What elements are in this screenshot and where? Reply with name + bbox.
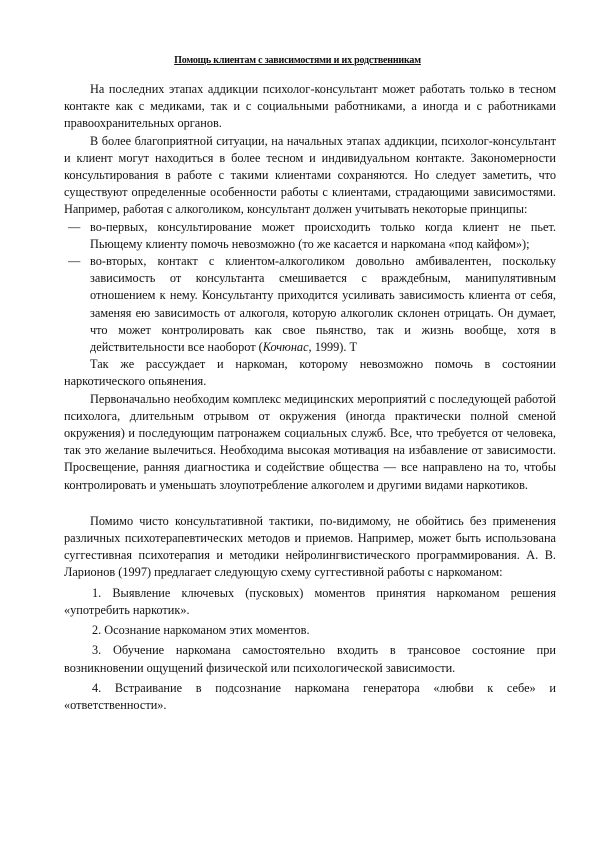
citation-year: 1999). Т — [311, 340, 358, 355]
principles-list — [64, 219, 556, 357]
list-item — [68, 219, 556, 253]
scheme-step: 2. Осознание наркоманом этих моментов. — [92, 623, 310, 638]
scheme-step: 4. Встраивание в подсознание наркомана генератора «любви к себе» и «ответственности». — [64, 680, 556, 712]
paragraph: Так же рассуждает и наркоман, которому невозможно помочь в состоянии наркотического опьянения. — [64, 357, 556, 389]
dash-marker: — — [68, 254, 81, 269]
paragraph: На последних этапах аддикции психолог-консультант может работать только в тесном контакте как с медиками, так и с социальными работниками, а иногда и с работниками правоохранительных органов. — [64, 82, 556, 131]
paragraph: Помимо чисто консультативной тактики, по-видимому, не обойтись без применения различных психотерапевтических методов и приемов. Например, может быть использована суггестивная психотерапия и методики нейролингвистического программирования. А. В. Ларионов (1997) предлагает следующую схему суггестивной работы с наркоманом: — [64, 513, 556, 580]
scheme-step: 1. Выявление ключевых (пусковых) моментов принятия наркоманом решения «употребить наркотик». — [64, 585, 556, 617]
dash-marker: — — [68, 219, 81, 234]
paragraph: Первоначально необходим комплекс медицинских мероприятий с последующей работой психолога, длительным отрывом от окружения (иногда практически полной сменой окружения) и последующим патронажем социальных служб. Все, что требуется от человека, так это желание вылечиться. Необходима высокая мотивация на избавление от зависимости. Просвещение, ранняя диагностика и содействие общества — все направлено на то, чтобы контролировать и уменьшать злоупотребление алкоголем и другими видами наркотиков. — [64, 391, 556, 492]
citation-author: Кочюнас, — [262, 340, 312, 355]
list-item-text: во-первых, консультирование может происходить только когда клиент не пьет. Пьющему клиенту помочь невозможно (то же касается и наркомана «под кайфом»); — [90, 219, 556, 251]
list-item: — во-вторых, контакт с клиентом-алкоголиком довольно амбивалентен, поскольку зависимость от консультанта смешивается с враждебным, манипулятивным отношением к нему. Консультанту приходится усиливать зависимость клиента от себя, заменяя ею зависимость от алкоголя, которую алкоголик склонен отрицать. Он думает, что может контролировать как свое пьянство, так и жизнь вообще, хотя в действительности все наоборот (Кочюнас, 1999). Т — [68, 254, 556, 355]
list-item-text: во-вторых, контакт с клиентом-алкоголиком довольно амбивалентен, поскольку зависимость от консультанта смешивается с враждебным, манипулятивным отношением к нему. Консультанту приходится усиливать зависимость клиента от себя, заменяя ею зависимость от алкоголя, которую алкоголик склонен отрицать. Он думает, что может контролировать как свое пьянство, так и жизнь вообще, хотя в действительности все наоборот — [90, 254, 556, 355]
page-title: Помощь клиентам с зависимостями и их родственникам — [174, 55, 421, 66]
scheme-step: 3. Обучение наркомана самостоятельно входить в трансовое состояние при возникновении ощущений физической или психологической зависимости. — [64, 643, 556, 675]
document-body — [64, 81, 556, 714]
paragraph: В более благоприятной ситуации, на начальных этапах аддикции, психолог-консультант и клиент могут находиться в более тесном и индивидуальном контакте. Закономерности консультирования в работе с такими клиентами сохраняются. Но следует заметить, что существуют определенные особенности работы с клиентами, страдающими зависимостями. Например, работая с алкоголиком, консультант должен учитывать некоторые принципы: — [64, 133, 556, 217]
